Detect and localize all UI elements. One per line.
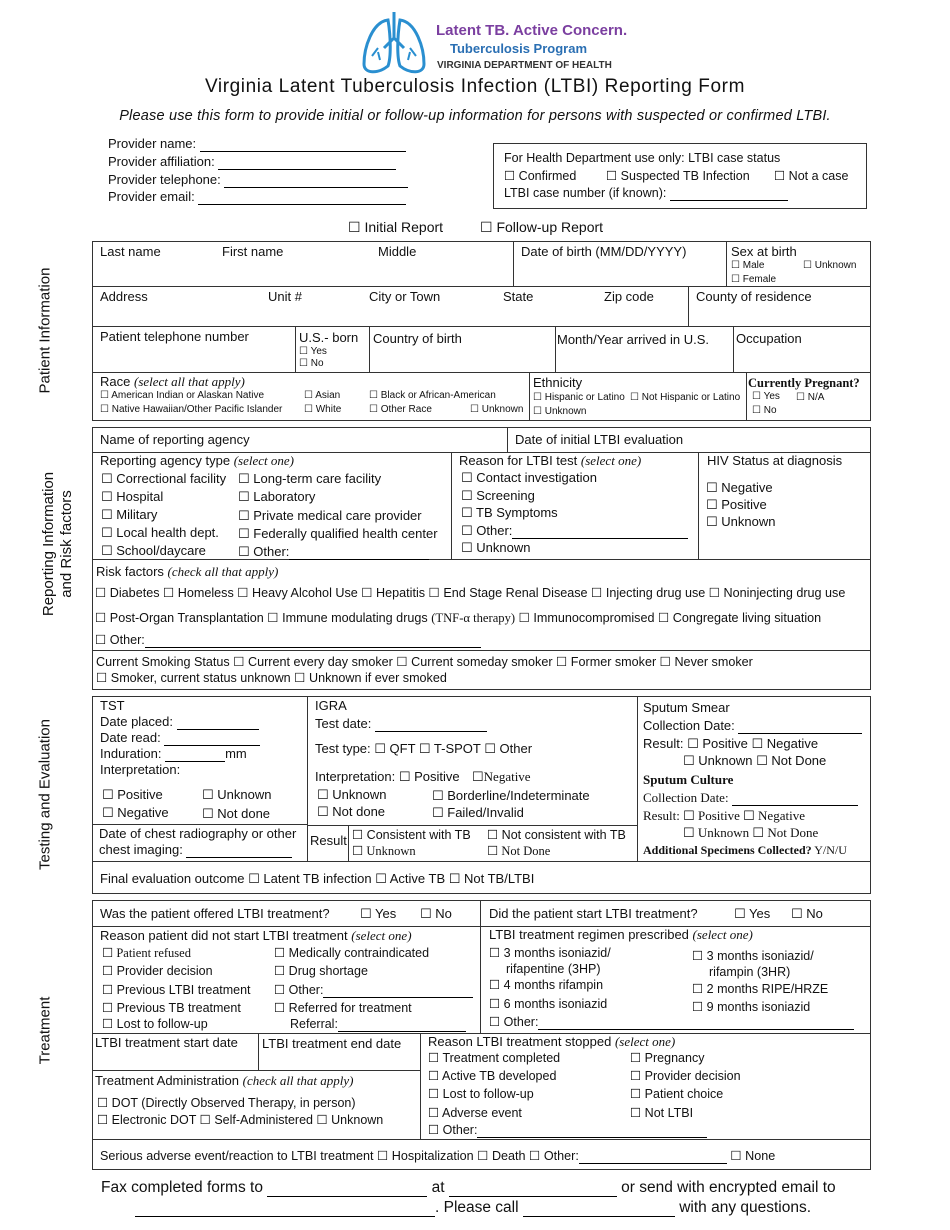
race-black-checkbox[interactable]: ☐ Black or African-American [369,390,496,401]
regimen-ripe-checkbox[interactable]: ☐ 2 months RIPE/HRZE [692,982,829,996]
reason-test-label [459,453,641,469]
tst-date-placed-field[interactable] [100,714,259,730]
admin-other-checkboxes[interactable]: ☐ Electronic DOT ☐ Self-Administered ☐ Unknown [97,1113,384,1127]
igra-positive-checkbox[interactable]: Interpretation: ☐ Positive [315,769,460,784]
igra-test-type-options[interactable]: Test type: ☐ QFT ☐ T-SPOT ☐ Other [315,741,533,756]
risk-factors-line2[interactable] [95,610,821,626]
provider-email-label: Provider email: [108,189,195,204]
agency-type-note: (select one) [233,453,294,468]
hd-case-number-label: LTBI case number (if known): [504,186,667,200]
risk-immuno-congregate: ☐ Immunocompromised ☐ Congregate living situation [518,611,822,625]
reporting-agency-name-field[interactable]: Name of reporting agency [100,432,250,447]
treatment-end-date-field[interactable]: LTBI treatment end date [262,1036,402,1051]
unit-field[interactable]: Unit # [268,289,302,304]
lungs-logo-icon [358,8,430,80]
not-started-prev-ltbi-checkbox[interactable]: ☐ Previous LTBI treatment [102,983,251,997]
sputum-smear-heading: Sputum Smear [643,700,730,715]
footer-email-text: or send with encrypted email to [621,1179,836,1196]
regimen-label-text: LTBI treatment regimen prescribed [489,927,689,942]
sputum-culture-heading: Sputum Culture [643,772,734,787]
country-of-birth-field[interactable]: Country of birth [373,331,462,346]
address-field[interactable]: Address [100,289,148,304]
us-born-yes-checkbox[interactable]: ☐ Yes [299,346,327,357]
culture-result-options-2[interactable]: ☐ Unknown ☐ Not Done [683,825,819,840]
provider-telephone-label: Provider telephone: [108,172,221,187]
email-address-field[interactable] [135,1202,435,1217]
stopped-other-label: ☐ Other: [428,1123,478,1137]
igra-negative-checkbox[interactable]: ☐Negative [472,769,531,784]
igra-failed-checkbox[interactable]: ☐ Failed/Invalid [432,805,524,820]
footer-call-text: . Please call [435,1199,519,1216]
regimen-other-field[interactable] [489,1014,854,1030]
footer-questions-text: with any questions. [679,1199,812,1216]
treatment-started-no-checkbox[interactable]: ☐ No [791,906,823,921]
footer-fax-text: Fax completed forms to [101,1179,263,1196]
agency-other-field[interactable] [238,544,429,560]
referral-field[interactable] [290,1016,466,1032]
adverse-event-text: Serious adverse event/reaction to LTBI treatment ☐ Hospitalization ☐ Death ☐ Other: [100,1149,579,1163]
agency-hospital-checkbox[interactable]: ☐ Hospital [101,489,164,504]
smear-result-options[interactable]: Result: ☐ Positive ☐ Negative [643,736,819,751]
hd-heading: For Health Department use only: LTBI case status [504,151,781,165]
hiv-positive-checkbox[interactable]: ☐ Positive [706,497,767,512]
culture-collection-label: Collection Date: [643,790,729,805]
agency-military-checkbox[interactable]: ☐ Military [101,507,158,522]
reason-other-field[interactable] [461,523,688,539]
tst-date-read-field[interactable] [100,730,260,746]
stopped-completed-checkbox[interactable]: ☐ Treatment completed [428,1051,561,1065]
agency-other-label: ☐ Other: [238,544,290,559]
not-started-other-label: ☐ Other: [274,983,324,997]
culture-collection-date-field[interactable] [643,790,858,806]
ethnicity-label: Ethnicity [533,375,583,390]
reason-symptoms-checkbox[interactable]: ☐ TB Symptoms [461,505,558,520]
agency-lab-checkbox[interactable]: ☐ Laboratory [238,489,316,504]
agency-type-label-text: Reporting agency type [100,453,231,468]
adverse-none-checkbox[interactable]: ☐ None [730,1149,776,1163]
footer-at-text: at [431,1179,445,1196]
pregnant-na-checkbox[interactable]: ☐ N/A [796,392,825,403]
cxr-date-line[interactable] [99,842,292,858]
cxr-consistent-checkbox[interactable]: ☐ Consistent with TB [352,828,471,842]
hd-suspected-checkbox[interactable]: ☐ Suspected TB Infection [606,169,750,183]
logo-tagline: Latent TB. Active Concern. [436,22,628,39]
cxr-date-field[interactable] [99,826,296,842]
stopped-active-tb-checkbox[interactable]: ☐ Active TB developed [428,1069,557,1083]
reason-unknown-checkbox[interactable]: ☐ Unknown [461,540,531,555]
sex-male-checkbox[interactable]: ☐ Male [731,260,765,271]
provider-telephone-field[interactable] [108,172,408,188]
culture-result-options[interactable]: Result: ☐ Positive ☐ Negative [643,808,805,823]
tst-mm-unit: mm [225,746,247,761]
hiv-unknown-checkbox[interactable]: ☐ Unknown [706,514,776,529]
provider-email-field[interactable] [108,189,406,205]
initial-evaluation-date-field[interactable]: Date of initial LTBI evaluation [515,432,684,447]
footer-line1 [101,1179,836,1197]
reason-test-note: (select one) [580,453,642,468]
tst-heading: TST [100,698,125,713]
risk-factors-label-text: Risk factors [96,564,164,579]
pregnant-no-checkbox[interactable]: ☐ No [752,405,777,416]
ethnicity-not-hispanic-checkbox[interactable]: ☐ Not Hispanic or Latino [630,392,741,403]
sex-at-birth-label: Sex at birth [731,244,797,259]
sex-female-checkbox[interactable]: ☐ Female [731,274,777,285]
not-started-prev-tb-checkbox[interactable]: ☐ Previous TB treatment [102,1001,241,1015]
dob-field[interactable]: Date of birth (MM/DD/YYYY) [521,244,687,259]
not-started-lost-checkbox[interactable]: ☐ Lost to follow-up [102,1017,208,1031]
state-field[interactable]: State [503,289,534,304]
reason-stopped-note: (select one) [614,1034,676,1049]
igra-borderline-checkbox[interactable]: ☐ Borderline/Indeterminate [432,788,590,803]
patient-phone-field[interactable]: Patient telephone number [100,329,249,344]
page-title: Virginia Latent Tuberculosis Infection (LTBI) Reporting Form [204,76,746,97]
provider-affiliation-field[interactable] [108,154,396,170]
cxr-not-consistent-checkbox[interactable]: ☐ Not consistent with TB [487,828,626,842]
us-born-label: U.S.- born [299,330,359,345]
agency-fqhc-checkbox[interactable]: ☐ Federally qualified health center [238,526,438,541]
reason-not-started-note: (select one) [351,928,412,943]
treatment-admin-note: (check all that apply) [242,1073,354,1088]
section-label-testing: Testing and Evaluation [36,719,54,870]
hd-case-number-field[interactable] [504,185,788,201]
stopped-adverse-checkbox[interactable]: ☐ Adverse event [428,1106,522,1120]
agency-type-label [100,453,294,469]
agency-local-health-checkbox[interactable]: ☐ Local health dept. [101,525,219,540]
not-started-contraindicated-checkbox[interactable]: ☐ Medically contraindicated [274,946,430,960]
stopped-provider-checkbox[interactable]: ☐ Provider decision [630,1069,741,1083]
admin-dot-checkbox[interactable]: ☐ DOT (Directly Observed Therapy, in person) [97,1096,356,1110]
reason-other-label: ☐ Other: [461,523,513,538]
regimen-3hr-line2: rifampin (3HR) [709,965,791,979]
risk-tnf-note: (TNF-α therapy) [431,611,516,625]
igra-heading: IGRA [315,698,347,713]
race-nhpi-checkbox[interactable]: ☐ Native Hawaiian/Other Pacific Islander [100,404,283,415]
fax-number-field[interactable] [267,1182,427,1197]
igra-test-date-field[interactable] [315,716,487,732]
smoking-status-line1[interactable]: Current Smoking Status ☐ Current every day smoker ☐ Current someday smoker ☐ Former smoker ☐ Never smoker [96,655,753,669]
igra-unknown-checkbox[interactable]: ☐ Unknown [317,787,387,802]
reason-stopped-label [428,1034,675,1050]
race-note: (select all that apply) [133,374,245,389]
regimen-9h-checkbox[interactable]: ☐ 9 months isoniazid [692,1000,811,1014]
treatment-offered-label: Was the patient offered LTBI treatment? [100,906,330,921]
igra-test-date-label: Test date: [315,716,372,731]
regimen-note: (select one) [692,927,753,942]
city-field[interactable]: City or Town [369,289,441,304]
page-subtitle: Please use this form to provide initial or follow-up information for persons with suspected or confirmed LTBI. [119,108,831,124]
additional-specimens-label[interactable] [643,843,847,857]
not-started-other-field[interactable] [274,982,473,998]
reason-screening-checkbox[interactable]: ☐ Screening [461,488,535,503]
not-started-refused-checkbox[interactable] [102,945,191,961]
race-white-checkbox[interactable]: ☐ White [304,404,342,415]
pregnant-yes-checkbox[interactable]: ☐ Yes [752,391,780,402]
regimen-label [489,927,753,943]
reason-stopped-text: Reason LTBI treatment stopped [428,1034,612,1049]
phone-number-field[interactable] [523,1202,675,1217]
section-label-patient: Patient Information [36,267,54,394]
fax-location-field[interactable] [449,1182,617,1197]
not-started-referred-checkbox[interactable]: ☐ Referred for treatment [274,1001,412,1015]
ethnicity-unknown-checkbox[interactable]: ☐ Unknown [533,406,587,417]
regimen-3hp-checkbox[interactable]: ☐ 3 months isoniazid/ [489,946,611,960]
treatment-started-label: Did the patient start LTBI treatment? [489,906,698,921]
county-field[interactable]: County of residence [696,289,812,304]
treatment-start-date-field[interactable]: LTBI treatment start date [95,1035,238,1050]
agency-correctional-checkbox[interactable]: ☐ Correctional facility [101,471,227,486]
race-label-text: Race [100,374,131,389]
treatment-admin-label [95,1073,353,1089]
tst-not-done-checkbox[interactable]: ☐ Not done [202,806,271,821]
smear-collection-label: Collection Date: [643,718,735,733]
tst-interpretation-label: Interpretation: [100,762,181,777]
regimen-4r-checkbox[interactable]: ☐ 4 months rifampin [489,978,604,992]
reason-not-started-label [100,928,412,944]
hiv-status-label: HIV Status at diagnosis [707,453,843,468]
agency-ltc-checkbox[interactable]: ☐ Long-term care facility [238,471,382,486]
zip-field[interactable]: Zip code [604,289,654,304]
stopped-other-field[interactable] [428,1122,707,1138]
first-name-field[interactable]: First name [222,244,284,259]
tst-date-read-label: Date read: [100,730,161,745]
risk-other-field[interactable] [95,632,481,648]
not-started-provider-checkbox[interactable]: ☐ Provider decision [102,964,213,978]
not-started-shortage-checkbox[interactable]: ☐ Drug shortage [274,964,368,978]
cxr-label-line1: Date of chest radiography or other [99,826,297,841]
race-other-checkbox[interactable]: ☐ Other Race [369,404,432,415]
reason-contact-checkbox[interactable]: ☐ Contact investigation [461,470,597,485]
race-aian-checkbox[interactable]: ☐ American Indian or Alaskan Native [100,390,265,401]
regimen-other-label: ☐ Other: [489,1015,539,1029]
middle-name-field[interactable]: Middle [378,244,417,259]
igra-not-done-checkbox[interactable]: ☐ Not done [317,804,386,819]
footer-line2 [135,1199,811,1217]
reason-not-started-text: Reason patient did not start LTBI treatment [100,928,348,943]
provider-affiliation-label: Provider affiliation: [108,154,215,169]
treatment-offered-no-checkbox[interactable]: ☐ No [420,906,452,921]
stopped-not-ltbi-checkbox[interactable]: ☐ Not LTBI [630,1106,694,1120]
logo-department: VIRGINIA DEPARTMENT OF HEALTH [437,60,612,71]
section-label-reporting [40,444,80,644]
smear-result-options-2[interactable]: ☐ Unknown ☐ Not Done [683,753,827,768]
risk-other-label: ☐ Other: [95,633,145,647]
risk-transplant-immune: ☐ Post-Organ Transplantation ☐ Immune modulating drugs [95,611,428,625]
tst-negative-checkbox[interactable]: ☐ Negative [102,805,169,820]
followup-report-checkbox[interactable]: ☐ Follow-up Report [480,219,604,235]
cxr-result-label: Result [310,833,347,848]
referral-label: Referral: [290,1017,338,1031]
treatment-started-yes-checkbox[interactable]: ☐ Yes [734,906,771,921]
section-label-reporting-line1: Reporting Information [40,471,57,617]
final-evaluation-outcome[interactable]: Final evaluation outcome ☐ Latent TB infection ☐ Active TB ☐ Not TB/LTBI [100,871,535,886]
risk-factors-label [96,564,278,580]
arrived-us-field[interactable]: Month/Year arrived in U.S. [557,332,709,347]
section-label-reporting-line2: and Risk factors [58,490,75,598]
not-started-refused-text: ☐ Patient refused [102,946,191,960]
stopped-lost-checkbox[interactable]: ☐ Lost to follow-up [428,1087,534,1101]
risk-factors-note: (check all that apply) [167,564,279,579]
ethnicity-hispanic-checkbox[interactable]: ☐ Hispanic or Latino [533,392,625,403]
regimen-3hr-checkbox[interactable]: ☐ 3 months isoniazid/ [692,949,814,963]
pregnant-label: Currently Pregnant? [748,376,860,390]
hd-not-case-checkbox[interactable]: ☐ Not a case [774,169,849,183]
race-label [100,374,245,390]
tst-date-placed-label: Date placed: [100,714,173,729]
smoking-status-line2[interactable]: ☐ Smoker, current status unknown ☐ Unknown if ever smoked [96,671,447,685]
tst-unknown-checkbox[interactable]: ☐ Unknown [202,787,272,802]
tst-positive-checkbox[interactable]: ☐ Positive [102,787,163,802]
section-label-treatment: Treatment [36,996,54,1065]
reason-test-label-text: Reason for LTBI test [459,453,578,468]
tst-induration-field[interactable] [100,746,247,762]
additional-specimens-text: Additional Specimens Collected? [643,843,812,857]
us-born-no-checkbox[interactable]: ☐ No [299,358,324,369]
treatment-admin-text: Treatment Administration [95,1073,240,1088]
stopped-pregnancy-checkbox[interactable]: ☐ Pregnancy [630,1051,705,1065]
risk-factors-line1[interactable]: ☐ Diabetes ☐ Homeless ☐ Heavy Alcohol Use ☐ Hepatitis ☐ End Stage Renal Disease ☐ Injecting drug use ☐ Noninjecting drug use [95,586,846,600]
smear-collection-date-field[interactable] [643,718,862,734]
adverse-event-line[interactable] [100,1148,775,1164]
sex-unknown-checkbox[interactable]: ☐ Unknown [803,260,857,271]
occupation-field[interactable]: Occupation [736,331,802,346]
regimen-3hp-line2: rifapentine (3HP) [506,962,601,976]
provider-name-label: Provider name: [108,136,197,151]
hiv-negative-checkbox[interactable]: ☐ Negative [706,480,773,495]
treatment-offered-yes-checkbox[interactable]: ☐ Yes [360,906,397,921]
last-name-field[interactable]: Last name [100,244,161,259]
regimen-6h-checkbox[interactable]: ☐ 6 months isoniazid [489,997,608,1011]
provider-name-field[interactable] [108,136,406,152]
cxr-label-line2: chest imaging: [99,842,183,857]
hd-confirmed-checkbox[interactable]: ☐ Confirmed [504,169,577,183]
agency-school-checkbox[interactable]: ☐ School/daycare [101,543,206,558]
tst-induration-label: Induration: [100,746,162,761]
additional-specimens-yn: Y/N/U [814,843,847,857]
race-asian-checkbox[interactable]: ☐ Asian [304,390,341,401]
agency-private-checkbox[interactable]: ☐ Private medical care provider [238,508,422,523]
logo-program: Tuberculosis Program [450,41,588,56]
race-unknown-checkbox[interactable]: ☐ Unknown [470,404,524,415]
initial-report-checkbox[interactable]: ☐ Initial Report [348,219,444,235]
cxr-not-done-checkbox[interactable]: ☐ Not Done [487,844,551,858]
stopped-choice-checkbox[interactable]: ☐ Patient choice [630,1087,724,1101]
cxr-unknown-checkbox[interactable]: ☐ Unknown [352,844,416,858]
